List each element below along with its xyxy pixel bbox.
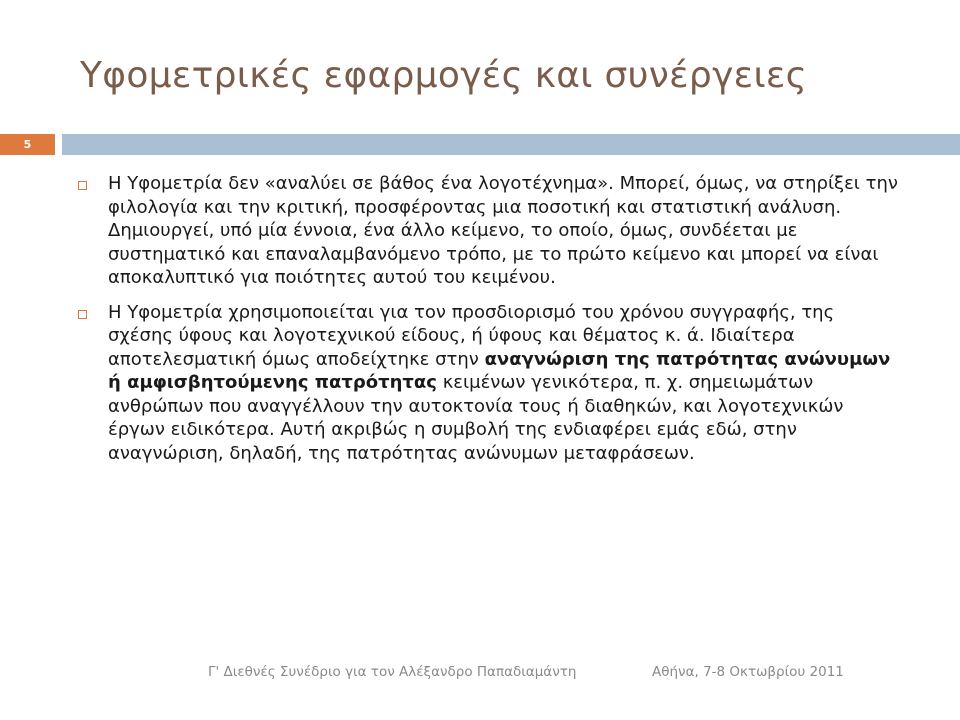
footer <box>0 664 960 686</box>
bullet-item <box>78 172 898 290</box>
slide-title: Υφομετρικές εφαρμογές και συνέργειες <box>80 55 808 96</box>
bullet-text <box>108 301 898 466</box>
bullet-item <box>78 301 898 466</box>
bullet-text-emphasis: αναγνώριση της πατρότητας ανώνυμων ή αμφισβητούμενης πατρότητας <box>108 348 891 393</box>
bullet-list <box>78 172 898 476</box>
footer-place-date: Αθήνα, 7-8 Οκτωβρίου 2011 <box>652 664 844 680</box>
bullet-text-part: Η Υφομετρία χρησιμοποιείται για τον προσδιορισμό του χρόνου συγγραφής, της σχέσης ύφους και λογοτεχνικού είδους, ή ύφους και θέματος κ. ά. Ιδιαίτερα αποτελεσματική όμως αποδείχτηκε στην <box>108 301 835 370</box>
hollow-square-bullet-icon <box>78 310 87 319</box>
bullet-text: Η Υφομετρία δεν «αναλύει σε βάθος ένα λογοτέχνημα». Μπορεί, όμως, να στηρίξει την φιλολογία και την κριτική, προσφέροντας μια ποσοτική και στατιστική ανάλυση. Δημιουργεί, υπό μία έννοια, ένα άλλο κείμενο, το οποίο, όμως, συνδέεται με συστηματικό και επαναλαμβανόμενο τρόπο, με το πρώτο κείμενο και μπορεί να είναι αποκαλυπτικό για ποιότητες αυτού του κειμένου. <box>108 173 898 288</box>
slide-number: 5 <box>0 134 55 155</box>
hollow-square-bullet-icon <box>78 181 87 190</box>
footer-conference: Γ' Διεθνές Συνέδριο για τον Αλέξανδρο Παπαδιαμάντη <box>208 664 577 680</box>
bullet-text-part: κειμένων γενικότερα, π. χ. σημειωμάτων ανθρώπων που αναγγέλλουν την αυτοκτονία τους ή διαθηκών, και λογοτεχνικών έργων ειδικότερα. Αυτή ακριβώς η συμβολή της ενδιαφέρει εμάς εδώ, στην αναγνώριση, δηλαδή, της πατρότητας ανώνυμων μεταφράσεων. <box>108 372 844 464</box>
header-divider-bar <box>62 134 960 155</box>
